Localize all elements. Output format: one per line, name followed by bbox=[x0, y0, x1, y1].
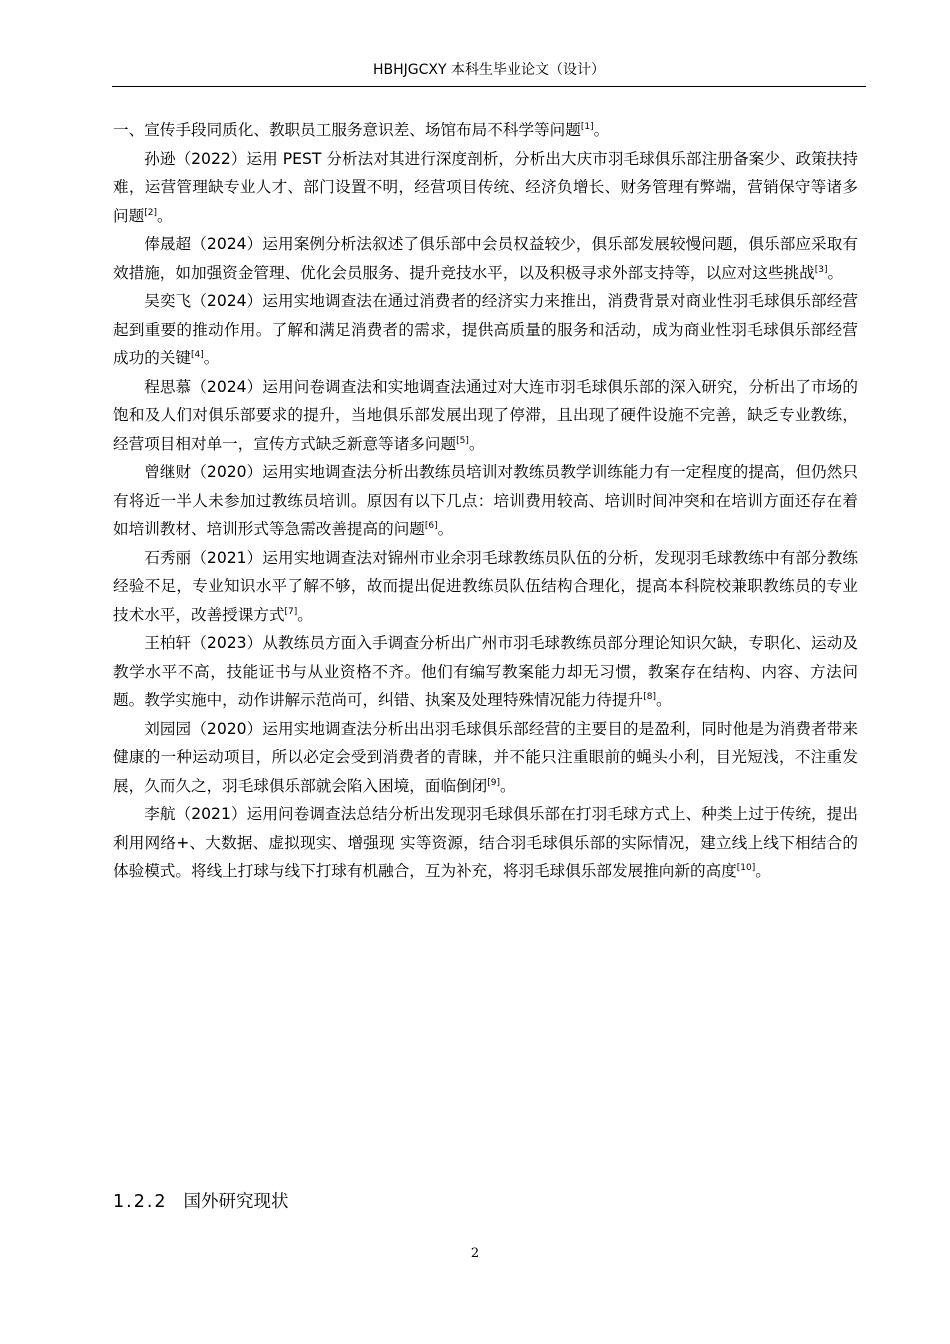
paragraph-9: 刘园园（2020）运用实地调查法分析出出羽毛球俱乐部经营的主要目的是盈利，同时他是为消费者带来健康的一种运动项目，所以必定会受到消费者的青睐，并不能只注重眼前的蝇头小利，目光短浅，不注重发展，久而久之，羽毛球俱乐部就会陷入困境，面临倒闭[9]。 bbox=[113, 719, 858, 795]
section-title: 国外研究现状 bbox=[183, 1192, 289, 1212]
page-number: 2 bbox=[470, 1246, 480, 1261]
paragraph-5: 程思慕（2024）运用问卷调查法和实地调查法通过对大连市羽毛球俱乐部的深入研究，分析出了市场的饱和及人们对俱乐部要求的提升，当地俱乐部发展出现了停滞，且出现了硬件设施不完善，缺乏专业教练，经营项目相对单一，宣传方式缺乏新意等诸多问题[5]。 bbox=[113, 377, 858, 453]
citation: [5] bbox=[456, 435, 469, 446]
body-text bbox=[113, 116, 858, 886]
citation: [10] bbox=[736, 862, 756, 873]
paragraph-10: 李航（2021）运用问卷调查法总结分析出发现羽毛球俱乐部在打羽毛球方式上、种类上过于传统，提出利用网络+、大数据、虚拟现实、增强现 实等资源，结合羽毛球俱乐部的实际情况，建立线上线下相结合的体验模式。将线上打球与线下打球有机融合，互为补充，将羽毛球俱乐部发展推向新的高度[10]。 bbox=[113, 805, 858, 880]
citation: [1] bbox=[580, 121, 594, 132]
citation: [4] bbox=[190, 349, 204, 360]
header-title: HBHJGCXY 本科生毕业论文（设计） bbox=[372, 62, 605, 78]
paragraph-2: 孙逊（2022）运用 PEST 分析法对其进行深度剖析，分析出大庆市羽毛球俱乐部注册备案少、政策扶持难，运营管理缺专业人才、部门设置不明，经营项目传统、经济负增长、财务管理有弊端，营销保守等诸多问题[2]。 bbox=[113, 149, 858, 225]
paragraph-8: 王柏轩（2023）从教练员方面入手调查分析出广州市羽毛球教练员部分理论知识欠缺，专职化、运动及教学水平不高，技能证书与从业资格不齐。他们有编写教案能力却无习惯，教案存在结构、内容、方法问题。教学实施中，动作讲解示范尚可，纠错、执案及处理特殊情况能力待提升[8]。 bbox=[113, 634, 858, 709]
paragraph-6: 曾继财（2020）运用实地调查法分析出教练员培训对教练员教学训练能力有一定程度的提高，但仍然只有将近一半人未参加过教练员培训。原因有以下几点：培训费用较高、培训时间冲突和在培训方面还存在着如培训教材、培训形式等急需改善提高的问题[6]。 bbox=[113, 463, 858, 538]
citation: [9] bbox=[487, 777, 501, 788]
section-heading bbox=[113, 1188, 289, 1216]
citation: [6] bbox=[424, 520, 438, 531]
paragraph-3: 俸晟超（2024）运用案例分析法叙述了俱乐部中会员权益较少，俱乐部发展较慢问题，俱乐部应采取有效措施，如加强资金管理、优化会员服务、提升竞技水平，以及积极寻求外部支持等，以应对这些挑战[3]。 bbox=[113, 235, 858, 282]
page-header bbox=[112, 60, 866, 87]
section-number: 1.2.2 bbox=[113, 1192, 168, 1212]
citation: [2] bbox=[144, 207, 157, 218]
paragraph-7: 石秀丽（2021）运用实地调查法对锦州市业余羽毛球教练员队伍的分析，发现羽毛球教练中有部分教练经验不足，专业知识水平了解不够，故而提出促进教练员队伍结构合理化，提高本科院校兼职教练员的专业技术水平，改善授课方式[7]。 bbox=[113, 548, 858, 624]
citation: [7] bbox=[284, 606, 298, 617]
citation: [8] bbox=[643, 691, 656, 702]
citation: [3] bbox=[814, 264, 828, 275]
paragraph-4: 吴奕飞（2024）运用实地调查法在通过消费者的经济实力来推出，消费背景对商业性羽毛球俱乐部经营起到重要的推动作用。了解和满足消费者的需求，提供高质量的服务和活动，成为商业性羽毛球俱乐部经营成功的关键[4]。 bbox=[113, 292, 858, 367]
paragraph-1: 一、宣传手段同质化、教职员工服务意识差、场馆布局不科学等问题[1]。 bbox=[113, 121, 610, 139]
